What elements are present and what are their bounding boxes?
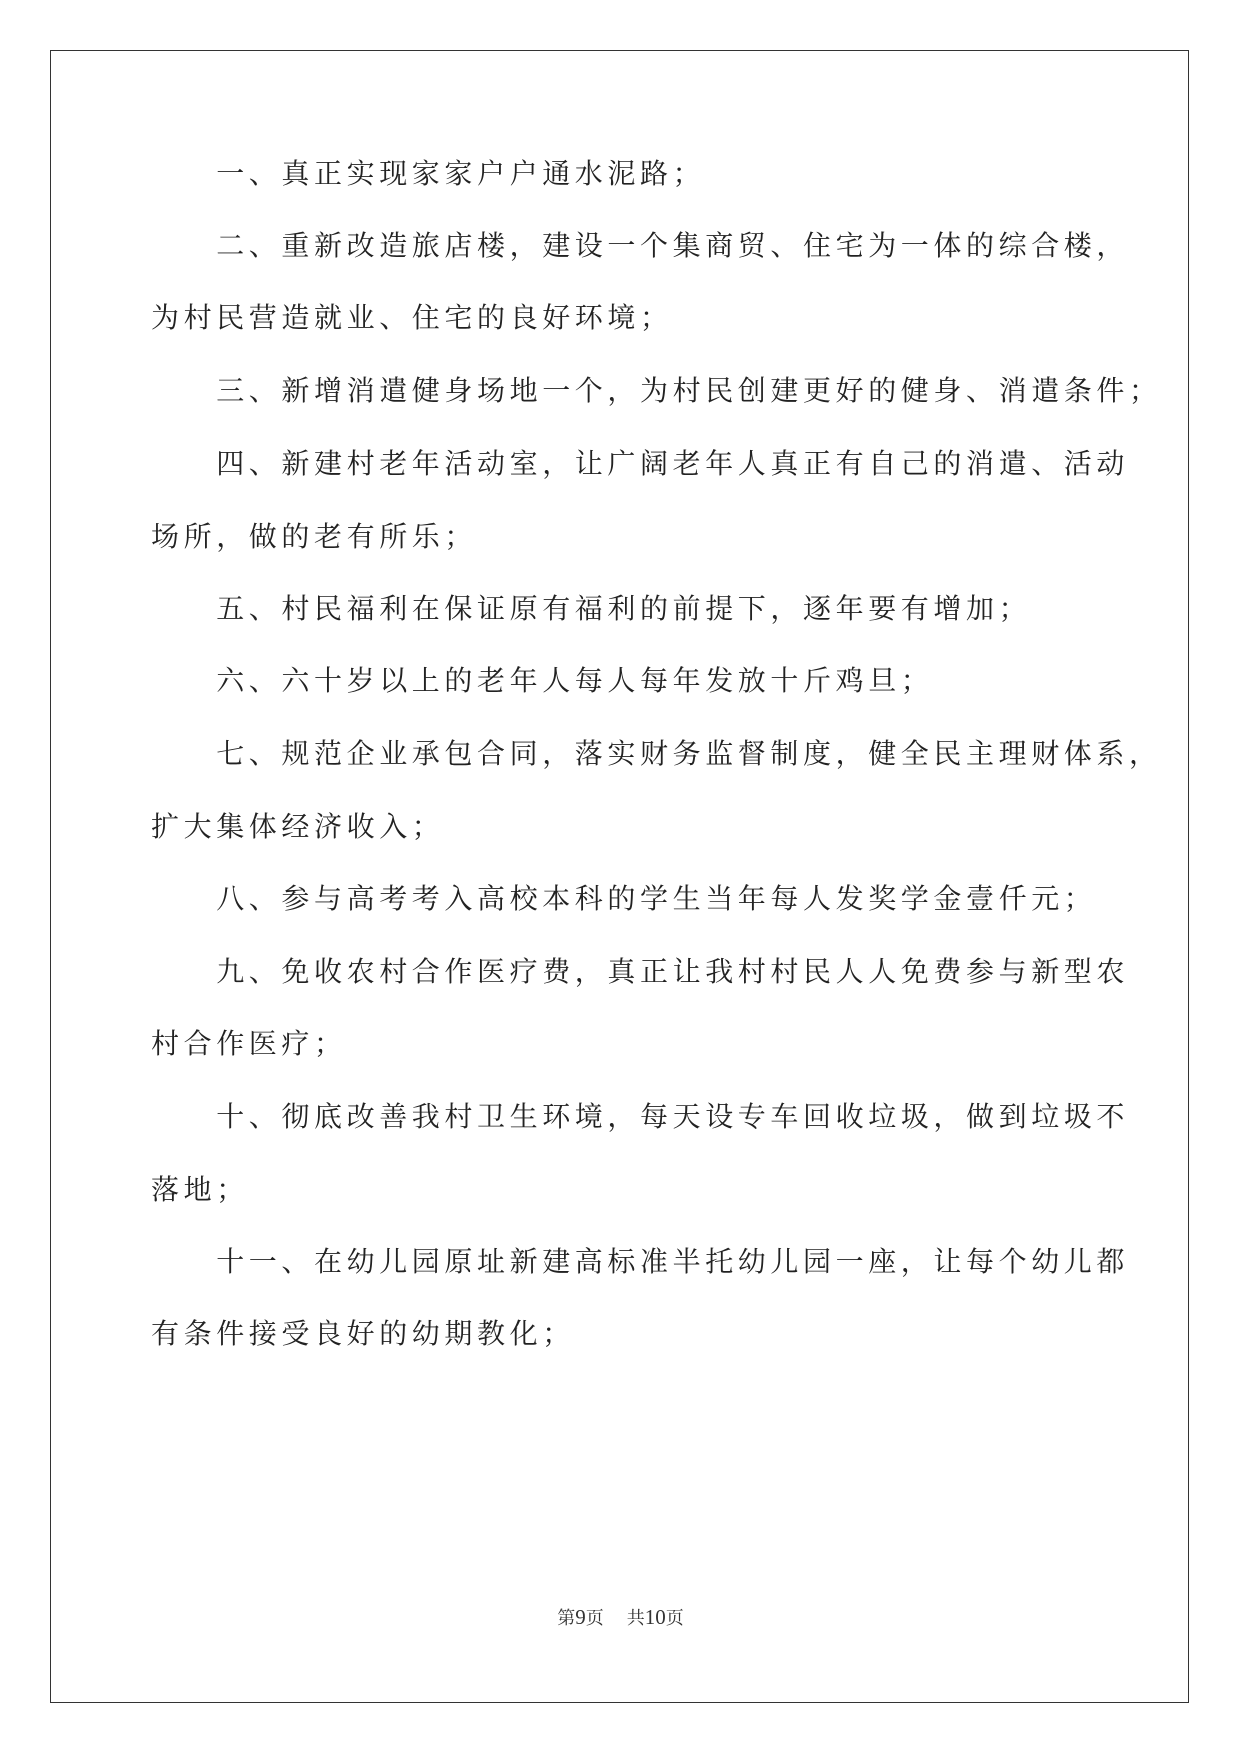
paragraph-3-line-1: 三、新增消遣健身场地一个，为村民创建更好的健身、消遣条件； [151,374,1162,407]
paragraph-8-line-1: 八、参与高考考入高校本科的学生当年每人发奖学金壹仟元； [151,882,1097,915]
footer-total-suffix: 页 [665,1608,684,1629]
page-border [50,50,1189,1703]
footer-prefix: 第 [557,1608,576,1629]
paragraph-9-line-2: 村合作医疗； [151,1027,347,1060]
footer-page-suffix: 页 [585,1608,604,1629]
paragraph-11-line-1: 十一、在幼儿园原址新建高标准半托幼儿园一座，让每个幼儿都 [151,1245,1130,1278]
paragraph-2-line-1: 二、重新改造旅店楼，建设一个集商贸、住宅为一体的综合楼， [151,229,1130,262]
paragraph-4-line-1: 四、新建村老年活动室，让广阔老年人真正有自己的消遣、活动 [151,447,1130,480]
paragraph-10-line-2: 落地； [151,1173,249,1206]
footer-total-prefix: 共 [626,1608,645,1629]
paragraph-7-line-1: 七、规范企业承包合同，落实财务监督制度，健全民主理财体系， [151,737,1162,770]
page-footer [0,1605,1241,1631]
paragraph-4-line-2: 场所，做的老有所乐； [151,520,478,553]
paragraph-6-line-1: 六、六十岁以上的老年人每人每年发放十斤鸡旦； [151,664,934,697]
paragraph-5-line-1: 五、村民福利在保证原有福利的前提下，逐年要有增加； [151,592,1032,625]
paragraph-7-line-2: 扩大集体经济收入； [151,810,445,843]
footer-total-pages: 10 [644,1605,666,1629]
paragraph-2-line-2: 为村民营造就业、住宅的良好环境； [151,301,673,334]
footer-page-number: 9 [575,1605,586,1629]
paragraph-9-line-1: 九、免收农村合作医疗费，真正让我村村民人人免费参与新型农 [151,955,1130,988]
paragraph-1-line-1: 一、真正实现家家户户通水泥路； [151,157,706,190]
paragraph-11-line-2: 有条件接受良好的幼期教化； [151,1317,575,1350]
paragraph-10-line-1: 十、彻底改善我村卫生环境，每天设专车回收垃圾，做到垃圾不 [151,1100,1130,1133]
